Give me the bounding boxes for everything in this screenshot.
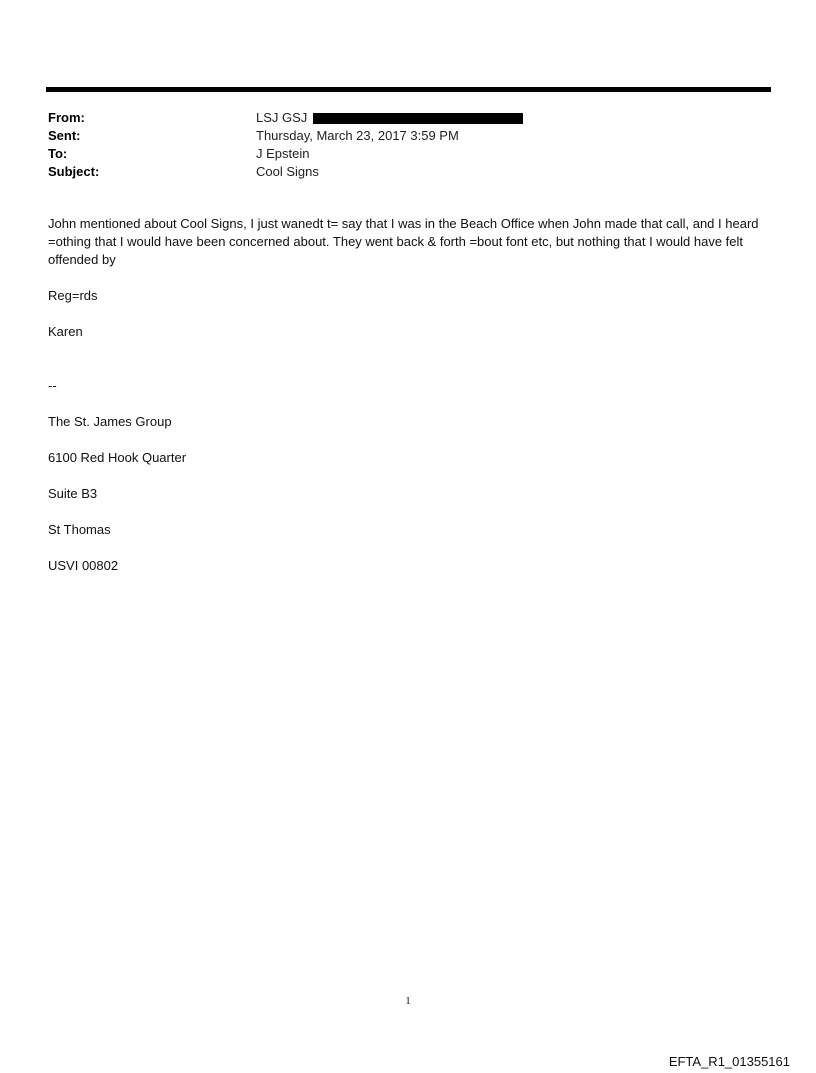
- closing-regards: Reg=rds: [48, 288, 98, 303]
- signature-separator: --: [48, 378, 57, 393]
- subject-label: Subject:: [48, 164, 100, 179]
- sent-value: Thursday, March 23, 2017 3:59 PM: [256, 128, 459, 143]
- signature-city: St Thomas: [48, 522, 111, 537]
- from-value: LSJ GSJ: [256, 110, 308, 125]
- sender-name: Karen: [48, 324, 83, 339]
- to-value: J Epstein: [256, 146, 310, 161]
- from-row: [48, 109, 768, 127]
- to-row: [48, 145, 768, 163]
- sent-label: Sent:: [48, 128, 81, 143]
- from-value-container: [256, 109, 523, 127]
- email-header: [48, 109, 768, 181]
- signature-suite: Suite B3: [48, 486, 98, 501]
- email-body: [48, 215, 773, 593]
- subject-row: [48, 163, 768, 181]
- to-label: To:: [48, 146, 68, 161]
- signature-postal: USVI 00802: [48, 558, 119, 573]
- from-label: From:: [48, 110, 85, 125]
- redaction-bar: [313, 113, 523, 124]
- signature-address: 6100 Red Hook Quarter: [48, 450, 187, 465]
- subject-value: Cool Signs: [256, 164, 319, 179]
- sent-row: [48, 127, 768, 145]
- header-divider: [46, 87, 771, 92]
- document-id: EFTA_R1_01355161: [668, 1054, 790, 1069]
- signature-company: The St. James Group: [48, 414, 172, 429]
- page-number: 1: [405, 995, 411, 1007]
- body-paragraph: John mentioned about Cool Signs, I just wanedt t= say that I was in the Beach Office when John made that call, and I heard =othing that I would have been concerned about. They went back & forth =bout font etc, but nothing that I would have felt offended by: [48, 216, 759, 267]
